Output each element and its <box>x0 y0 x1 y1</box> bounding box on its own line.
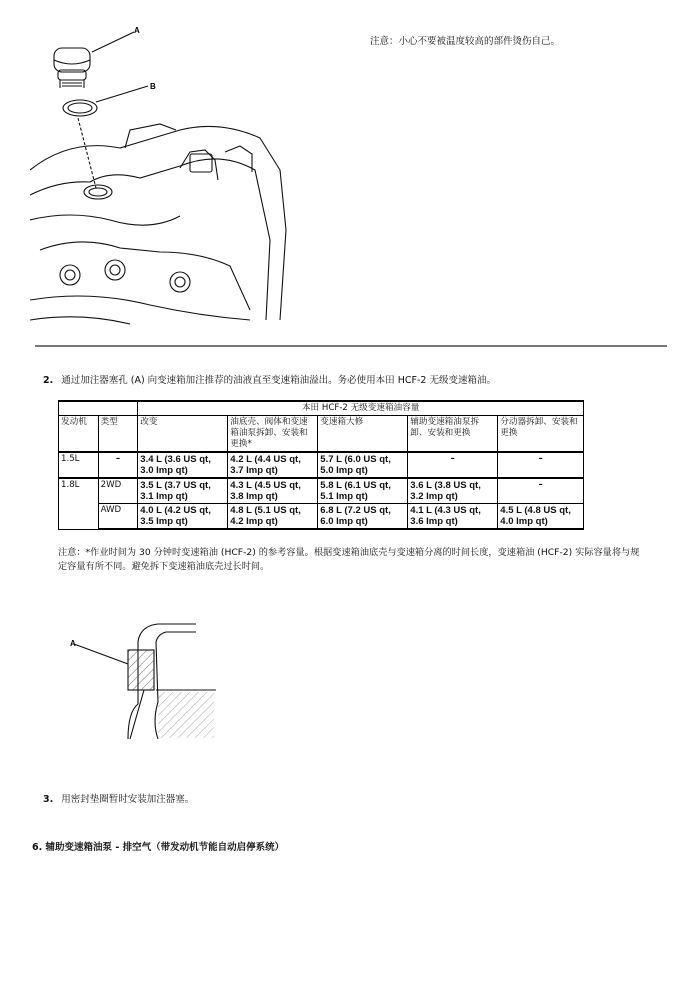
table-header: 变速箱大修 <box>318 416 408 453</box>
type-cell: 2WD <box>98 478 138 504</box>
capacity-cell: 4.3 L (4.5 US qt, 3.8 Imp qt) <box>228 478 318 504</box>
step-2-number: 2. <box>43 375 54 386</box>
capacity-cell: – <box>408 452 498 478</box>
section-6-heading: 6. 辅助变速箱油泵 - 排空气（带发动机节能自动启停系统） <box>32 842 285 853</box>
figure1-label-b: B <box>150 82 156 91</box>
table-row <box>59 504 584 530</box>
table-header: 油底壳、阀体和变速箱油泵拆卸、安装和更换* <box>228 416 318 453</box>
table-header: 改变 <box>138 416 228 453</box>
table-row <box>59 452 584 478</box>
table-title: 本田 HCF-2 无级变速箱油容量 <box>138 401 584 416</box>
capacity-cell: 3.4 L (3.6 US qt, 3.0 Imp qt) <box>138 452 228 478</box>
figure2-label-a: A <box>70 639 76 648</box>
table-row <box>59 478 584 504</box>
capacity-cell: 4.8 L (5.1 US qt, 4.2 Imp qt) <box>228 504 318 530</box>
capacity-cell: 3.5 L (3.7 US qt, 3.1 Imp qt) <box>138 478 228 504</box>
capacity-cell: 4.5 L (4.8 US qt, 4.0 Imp qt) <box>498 504 584 530</box>
capacity-cell: – <box>498 452 584 478</box>
step-3-text: 用密封垫圈暂时安装加注器塞。 <box>61 794 195 805</box>
step-2 <box>43 372 496 386</box>
step-2-text: 通过加注器塞孔 (A) 向变速箱加注推荐的油液直至变速箱油溢出。务必使用本田 HCF-2 无级变速箱油。 <box>61 375 496 386</box>
capacity-cell: 3.6 L (3.8 US qt, 3.2 Imp qt) <box>408 478 498 504</box>
type-cell: – <box>98 452 138 478</box>
table-header: 类型 <box>98 416 138 453</box>
type-cell: AWD <box>98 504 138 530</box>
table-header: 分动器拆卸、安装和更换 <box>498 416 584 453</box>
engine-cell: 1.5L <box>59 452 99 478</box>
capacity-cell: 4.2 L (4.4 US qt, 3.7 Imp qt) <box>228 452 318 478</box>
capacity-cell: – <box>498 478 584 504</box>
engine-cell: 1.8L <box>59 478 99 529</box>
capacity-cell: 5.7 L (6.0 US qt, 5.0 Imp qt) <box>318 452 408 478</box>
table-header: 发动机 <box>59 416 99 453</box>
figure1-label-a: A <box>134 26 140 35</box>
step-3 <box>43 791 194 805</box>
fluid-capacity-table <box>58 400 584 530</box>
caution-note: 注意：小心不要被温度较高的部件烫伤自己。 <box>370 36 561 47</box>
table-header: 辅助变速箱油泵拆卸、安装和更换 <box>408 416 498 453</box>
capacity-cell: 5.8 L (6.1 US qt, 5.1 Imp qt) <box>318 478 408 504</box>
figure-filler-plug-illustration <box>30 20 300 340</box>
step-3-number: 3. <box>43 794 54 805</box>
capacity-cell: 6.8 L (7.2 US qt, 6.0 Imp qt) <box>318 504 408 530</box>
table-corner <box>59 401 138 416</box>
capacity-cell: 4.0 L (4.2 US qt, 3.5 Imp qt) <box>138 504 228 530</box>
section-divider <box>35 345 667 347</box>
table-footnote: 注意：*作业时间为 30 分钟时变速箱油 (HCF-2) 的参考容量。根据变速箱油底壳与变速箱分离的时间长度，变速箱油 (HCF-2) 实际容量将与规定容量有所不同。避免拆下变速箱油底壳过长时间。 <box>58 547 640 572</box>
figure-fluid-level-illustration <box>66 612 216 742</box>
capacity-cell: 4.1 L (4.3 US qt, 3.6 Imp qt) <box>408 504 498 530</box>
